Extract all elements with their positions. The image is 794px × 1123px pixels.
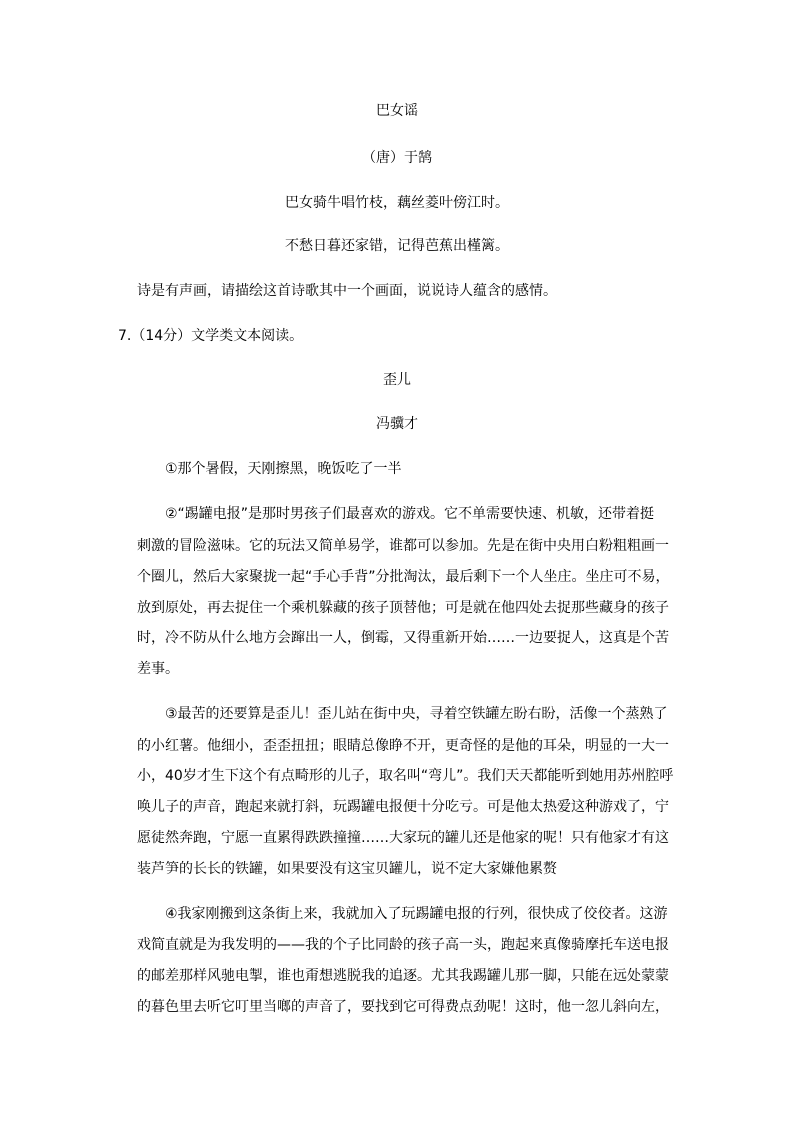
paragraph-4-line: 戏简直就是为我发明的——我的个子比同龄的孩子高一头，跑起来真像骑摩托车送电报 [137, 937, 669, 953]
poem-title: 巴女谣 [376, 103, 418, 119]
paragraph-2-line: ②“踢罐电报”是那时男孩子们最喜欢的游戏。它不单需要快速、机敏，还带着挺 [165, 506, 655, 522]
paragraph-2-line: 刺激的冒险滋味。它的玩法又简单易学，谁都可以参加。先是在街中央用白粉粗粗画一 [137, 538, 669, 554]
paragraph-3-line: 小，40岁才生下这个有点畸形的儿子，取名叫“弯儿”。我们天天都能听到她用苏州腔呼 [137, 768, 674, 784]
paragraph-2-line: 时，冷不防从什么地方会蹿出一人，倒霉，又得重新开始……一边要捉人，这真是个苦 [137, 630, 669, 646]
question-6-prompt: 诗是有声画，请描绘这首诗歌其中一个画面，说说诗人蕴含的感情。 [137, 283, 557, 299]
paragraph-4-line: 的暮色里去听它叮里当啷的声音了，要找到它可得费点劲呢！这时，他一忽儿斜向左， [137, 999, 669, 1015]
paragraph-3-line: 唤儿子的声音，跑起来就打斜，玩踢罐电报便十分吃亏。可是他太热爱这种游戏了，宁 [137, 799, 669, 815]
paragraph-1-line: ①那个暑假，天刚擦黑，晚饭吃了一半 [165, 461, 402, 477]
paragraph-2-line: 个圈儿，然后大家聚拢一起“手心手背”分批淘汰，最后剩下一个人坐庄。坐庄可不易， [137, 569, 670, 585]
poem-line-2: 不愁日暮还家错，记得芭蕉出槿篱。 [285, 238, 509, 254]
story-author: 冯骥才 [376, 416, 418, 432]
paragraph-2-line: 放到原处，再去捉住一个乘机躲藏的孩子顶替他；可是就在他四处去捉那些藏身的孩子 [137, 600, 669, 616]
paragraph-2-line: 差事。 [137, 661, 179, 677]
poem-line-1: 巴女骑牛唱竹枝，藕丝菱叶傍江时。 [285, 195, 509, 211]
paragraph-3-line: 的小红薯。他细小，歪歪扭扭；眼睛总像睁不开，更奇怪的是他的耳朵，明显的一大一 [137, 738, 669, 754]
paragraph-3-line: ③最苦的还要算是歪儿！歪儿站在街中央，寻着空铁罐左盼右盼，活像一个蒸熟了 [165, 706, 668, 722]
paragraph-3-line: 装芦笋的长长的铁罐，如果要没有这宝贝罐儿，说不定大家嫌他累赘 [137, 861, 557, 877]
poem-author: （唐）于鹄 [362, 150, 432, 166]
question-7-header: 7.（14分）文学类文本阅读。 [118, 328, 304, 344]
paragraph-4-line: ④我家刚搬到这条街上来，我就加入了玩踢罐电报的行列，很快成了佼佼者。这游 [165, 906, 668, 922]
paragraph-3-line: 愿徒然奔跑，宁愿一直累得跌跌撞撞……大家玩的罐儿还是他家的呢！只有他家才有这 [137, 830, 669, 846]
paragraph-4-line: 的邮差那样风驰电掣，谁也甭想逃脱我的追逐。尤其我踢罐儿那一脚，只能在远处蒙蒙 [137, 968, 669, 984]
story-title: 歪儿 [383, 372, 411, 388]
